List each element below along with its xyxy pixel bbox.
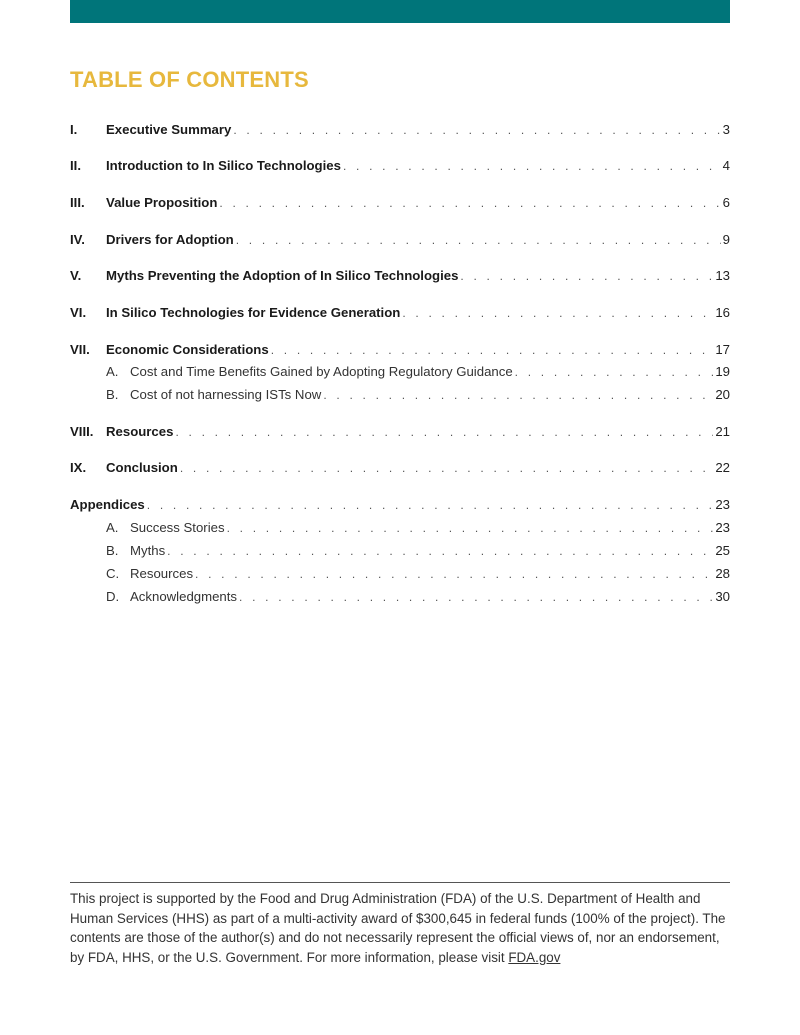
dot-leader bbox=[239, 588, 713, 606]
toc-subentry-success-stories[interactable] bbox=[70, 519, 730, 537]
dot-leader bbox=[402, 304, 713, 322]
entry-title: Appendices bbox=[70, 497, 145, 512]
toc-entry-economic-considerations[interactable] bbox=[70, 341, 730, 359]
dot-leader bbox=[175, 423, 713, 441]
fda-gov-link[interactable]: FDA.gov bbox=[508, 949, 561, 965]
dot-leader bbox=[343, 157, 721, 175]
footer-divider bbox=[70, 882, 730, 883]
dot-leader bbox=[195, 565, 713, 583]
entry-title: Success Stories bbox=[130, 520, 225, 535]
dot-leader bbox=[271, 341, 714, 359]
entry-letter: C. bbox=[106, 566, 120, 581]
entry-page: 22 bbox=[715, 460, 730, 475]
dot-leader bbox=[219, 194, 720, 212]
entry-page: 9 bbox=[722, 232, 730, 247]
entry-page: 23 bbox=[715, 520, 730, 535]
entry-title: Cost and Time Benefits Gained by Adopting Regulatory Guidance bbox=[130, 364, 513, 379]
toc-entry-evidence-generation[interactable] bbox=[70, 304, 730, 322]
entry-title: Resources bbox=[130, 566, 194, 581]
entry-page: 16 bbox=[715, 305, 730, 320]
entry-title: Myths bbox=[130, 543, 166, 558]
entry-page: 23 bbox=[715, 497, 730, 512]
entry-number: VIII. bbox=[70, 424, 94, 439]
entry-title: Drivers for Adoption bbox=[106, 232, 234, 247]
entry-page: 3 bbox=[722, 122, 730, 137]
entry-title: In Silico Technologies for Evidence Generation bbox=[106, 305, 401, 320]
dot-leader bbox=[147, 496, 714, 514]
toc-entry-executive-summary[interactable] bbox=[70, 121, 730, 139]
entry-title: Introduction to In Silico Technologies bbox=[106, 158, 341, 173]
entry-page: 25 bbox=[715, 543, 730, 558]
entry-page: 28 bbox=[715, 566, 730, 581]
entry-title: Cost of not harnessing ISTs Now bbox=[130, 387, 322, 402]
toc-entry-appendices[interactable] bbox=[70, 496, 730, 514]
entry-title: Conclusion bbox=[106, 460, 178, 475]
dot-leader bbox=[236, 231, 721, 249]
dot-leader bbox=[167, 542, 713, 560]
toc-entry-introduction[interactable] bbox=[70, 157, 730, 175]
entry-number: I. bbox=[70, 122, 78, 137]
toc-entry-value-proposition[interactable] bbox=[70, 194, 730, 212]
entry-letter: B. bbox=[106, 387, 119, 402]
toc-subentry-acknowledgments[interactable] bbox=[70, 588, 730, 606]
entry-page: 4 bbox=[722, 158, 730, 173]
entry-page: 6 bbox=[722, 195, 730, 210]
funding-disclaimer bbox=[70, 889, 730, 967]
toc-subentry-cost-time-benefits[interactable] bbox=[70, 363, 730, 381]
entry-number: VII. bbox=[70, 342, 90, 357]
entry-title: Executive Summary bbox=[106, 122, 232, 137]
dot-leader bbox=[323, 386, 713, 404]
entry-page: 19 bbox=[715, 364, 730, 379]
entry-letter: B. bbox=[106, 543, 119, 558]
entry-letter: D. bbox=[106, 589, 120, 604]
dot-leader bbox=[180, 459, 714, 477]
entry-page: 17 bbox=[715, 342, 730, 357]
entry-letter: A. bbox=[106, 364, 119, 379]
dot-leader bbox=[233, 121, 720, 139]
entry-title: Acknowledgments bbox=[130, 589, 238, 604]
entry-title: Economic Considerations bbox=[106, 342, 269, 357]
entry-number: VI. bbox=[70, 305, 87, 320]
toc-subentry-myths[interactable] bbox=[70, 542, 730, 560]
entry-number: III. bbox=[70, 195, 85, 210]
entry-page: 20 bbox=[715, 387, 730, 402]
entry-number: II. bbox=[70, 158, 81, 173]
toc-subentry-resources[interactable] bbox=[70, 565, 730, 583]
page-title: TABLE OF CONTENTS bbox=[70, 67, 309, 92]
disclaimer-text: This project is supported by the Food and Drug Administration (FDA) of the U.S. Department of Health and Human Services (HHS) as part of a multi-activity award of $300,645 in federal funds (100% of the project). The contents are those of the author(s) and do not necessarily represent the official views of, nor an endorsement, by FDA, HHS, or the U.S. Government. For more information, please visit bbox=[70, 891, 726, 965]
entry-page: 13 bbox=[715, 268, 730, 283]
toc-subentry-cost-not-harnessing[interactable] bbox=[70, 386, 730, 404]
entry-title: Myths Preventing the Adoption of In Silico Technologies bbox=[106, 268, 459, 283]
dot-leader bbox=[460, 267, 713, 285]
entry-page: 21 bbox=[715, 424, 730, 439]
entry-number: V. bbox=[70, 268, 82, 283]
top-banner bbox=[70, 0, 730, 23]
entry-letter: A. bbox=[106, 520, 119, 535]
toc-entry-conclusion[interactable] bbox=[70, 459, 730, 477]
entry-title: Resources bbox=[106, 424, 174, 439]
entry-number: IV. bbox=[70, 232, 85, 247]
entry-number: IX. bbox=[70, 460, 87, 475]
dot-leader bbox=[515, 363, 714, 381]
dot-leader bbox=[227, 519, 714, 537]
entry-title: Value Proposition bbox=[106, 195, 218, 210]
toc-entry-myths[interactable] bbox=[70, 267, 730, 285]
entry-page: 30 bbox=[715, 589, 730, 604]
toc-entry-drivers-for-adoption[interactable] bbox=[70, 231, 730, 249]
toc-entry-resources[interactable] bbox=[70, 423, 730, 441]
